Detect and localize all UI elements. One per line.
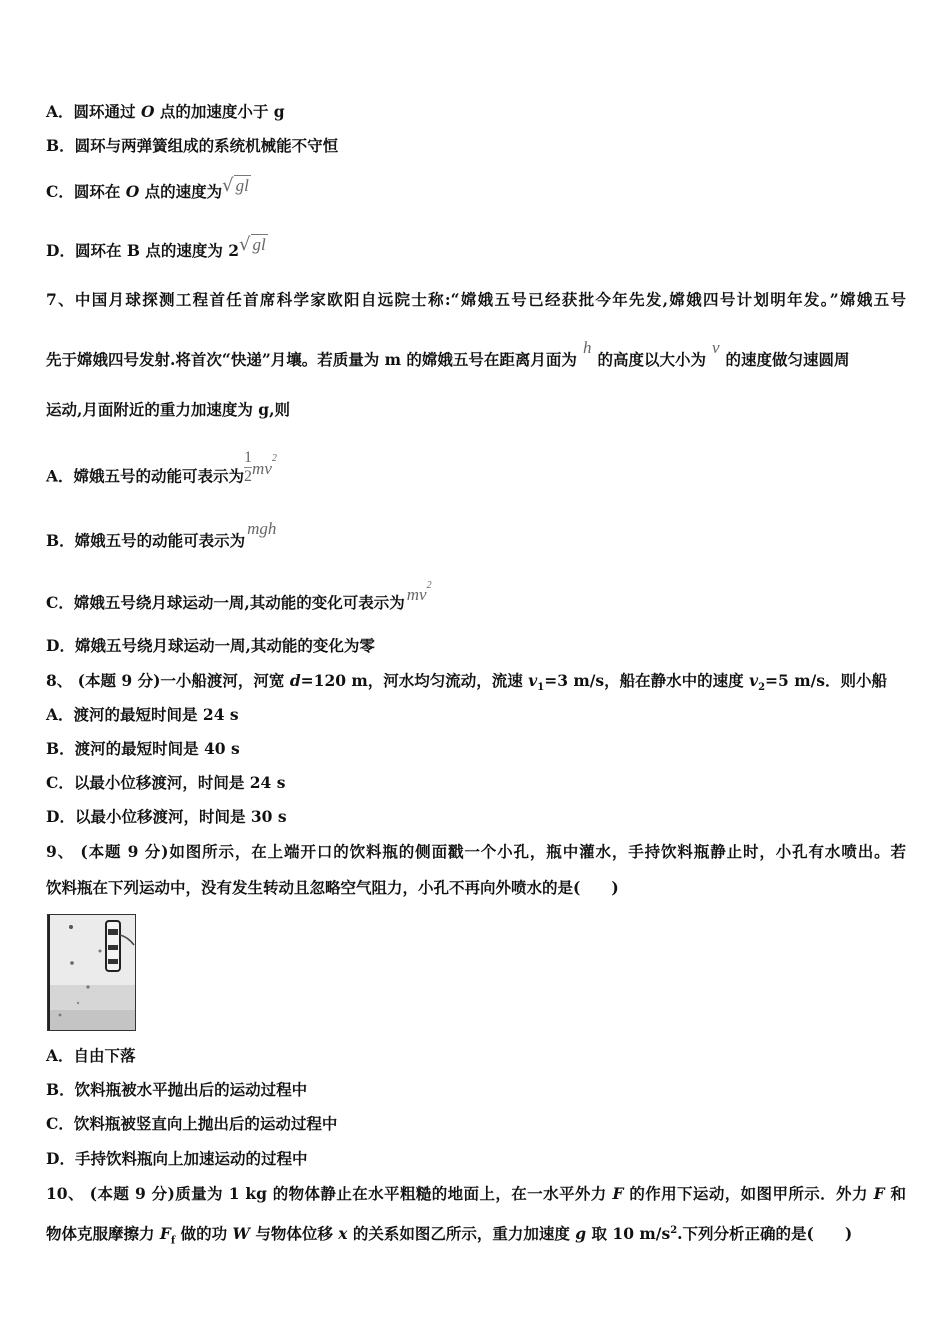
fraction-one-half: $\frac{1}{2}$ bbox=[244, 449, 253, 485]
q6-option-c: C．圆环在 O 点的速度为√ gl bbox=[46, 175, 249, 201]
bottle-photo-illustration bbox=[48, 915, 135, 1030]
q9-option-a: A．自由下落 bbox=[46, 1046, 136, 1065]
sqrt-gl-formula: √ gl bbox=[222, 175, 249, 196]
q8-option-d: D．以最小位移渡河，时间是 30 s bbox=[46, 807, 287, 826]
q8-stem: 8、 (本题 9 分)一小船渡河，河宽 d=120 m，河水均匀流动，流速 $v_1=3$ m/s，船在静水中的速度 $v_2=5$ m/s．则小船 bbox=[46, 671, 888, 694]
q9-option-d: D．手持饮料瓶向上加速运动的过程中 bbox=[46, 1149, 308, 1168]
q6-option-d: D．圆环在 B 点的速度为 2√ gl bbox=[46, 234, 266, 260]
sqrt-gl-formula: √ gl bbox=[239, 234, 266, 255]
bottle-photo-figure bbox=[47, 914, 136, 1031]
q7-option-a: A．嫦娥五号的动能可表示为 $\frac{1}{2}$ $mv^2$ bbox=[46, 449, 277, 486]
q10-stem-line2: 物体克服摩擦力 $F_f$ 做的功 W 与物体位移 x 的关系如图乙所示，重力加速度 g 取 10 $m/s^2$.下列分析正确的是( ) bbox=[46, 1224, 853, 1247]
q7-option-c: C．嫦娥五号绕月球运动一周,其动能的变化可表示为 $mv^2$ bbox=[46, 580, 432, 613]
q7-stem-line3: 运动,月面附近的重力加速度为 g,则 bbox=[46, 400, 291, 419]
q6-option-b: B．圆环与两弹簧组成的系统机械能不守恒 bbox=[46, 136, 339, 155]
q10-stem-line1: 10、 (本题 9 分)质量为 1 kg 的物体静止在水平粗糙的地面上，在一水平外力 F 的作用下运动，如图甲所示．外力 F 和 bbox=[46, 1184, 906, 1203]
q9-option-b: B．饮料瓶被水平抛出后的运动过程中 bbox=[46, 1080, 308, 1099]
q8-option-c: C．以最小位移渡河，时间是 24 s bbox=[46, 773, 286, 792]
q7-option-b: B．嫦娥五号的动能可表示为mgh bbox=[46, 519, 277, 550]
q7-option-d: D．嫦娥五号绕月球运动一周,其动能的变化为零 bbox=[46, 636, 375, 655]
q9-option-c: C．饮料瓶被竖直向上抛出后的运动过程中 bbox=[46, 1114, 338, 1133]
q8-option-a: A．渡河的最短时间是 24 s bbox=[46, 705, 239, 724]
q9-stem-line2: 饮料瓶在下列运动中，没有发生转动且忽略空气阻力，小孔不再向外喷水的是( ) bbox=[46, 878, 619, 897]
q6-option-a: A．圆环通过 O 点的加速度小于 g bbox=[46, 102, 285, 121]
q8-option-b: B．渡河的最短时间是 40 s bbox=[46, 739, 240, 758]
q7-stem-line2: 先于嫦娥四号发射.将首次“快递”月壤。若质量为 m 的嫦娥五号在距离月面为h的高度以大小为v的速度做匀速圆周 bbox=[46, 338, 850, 369]
q7-stem-line1: 7、中国月球探测工程首任首席科学家欧阳自远院士称:“嫦娥五号已经获批今年先发,嫦娥四号计划明年发。”嫦娥五号 bbox=[46, 290, 906, 309]
q9-stem-line1: 9、 (本题 9 分)如图所示，在上端开口的饮料瓶的侧面戳一个小孔，瓶中灌水，手持饮料瓶静止时，小孔有水喷出。若 bbox=[46, 842, 906, 861]
